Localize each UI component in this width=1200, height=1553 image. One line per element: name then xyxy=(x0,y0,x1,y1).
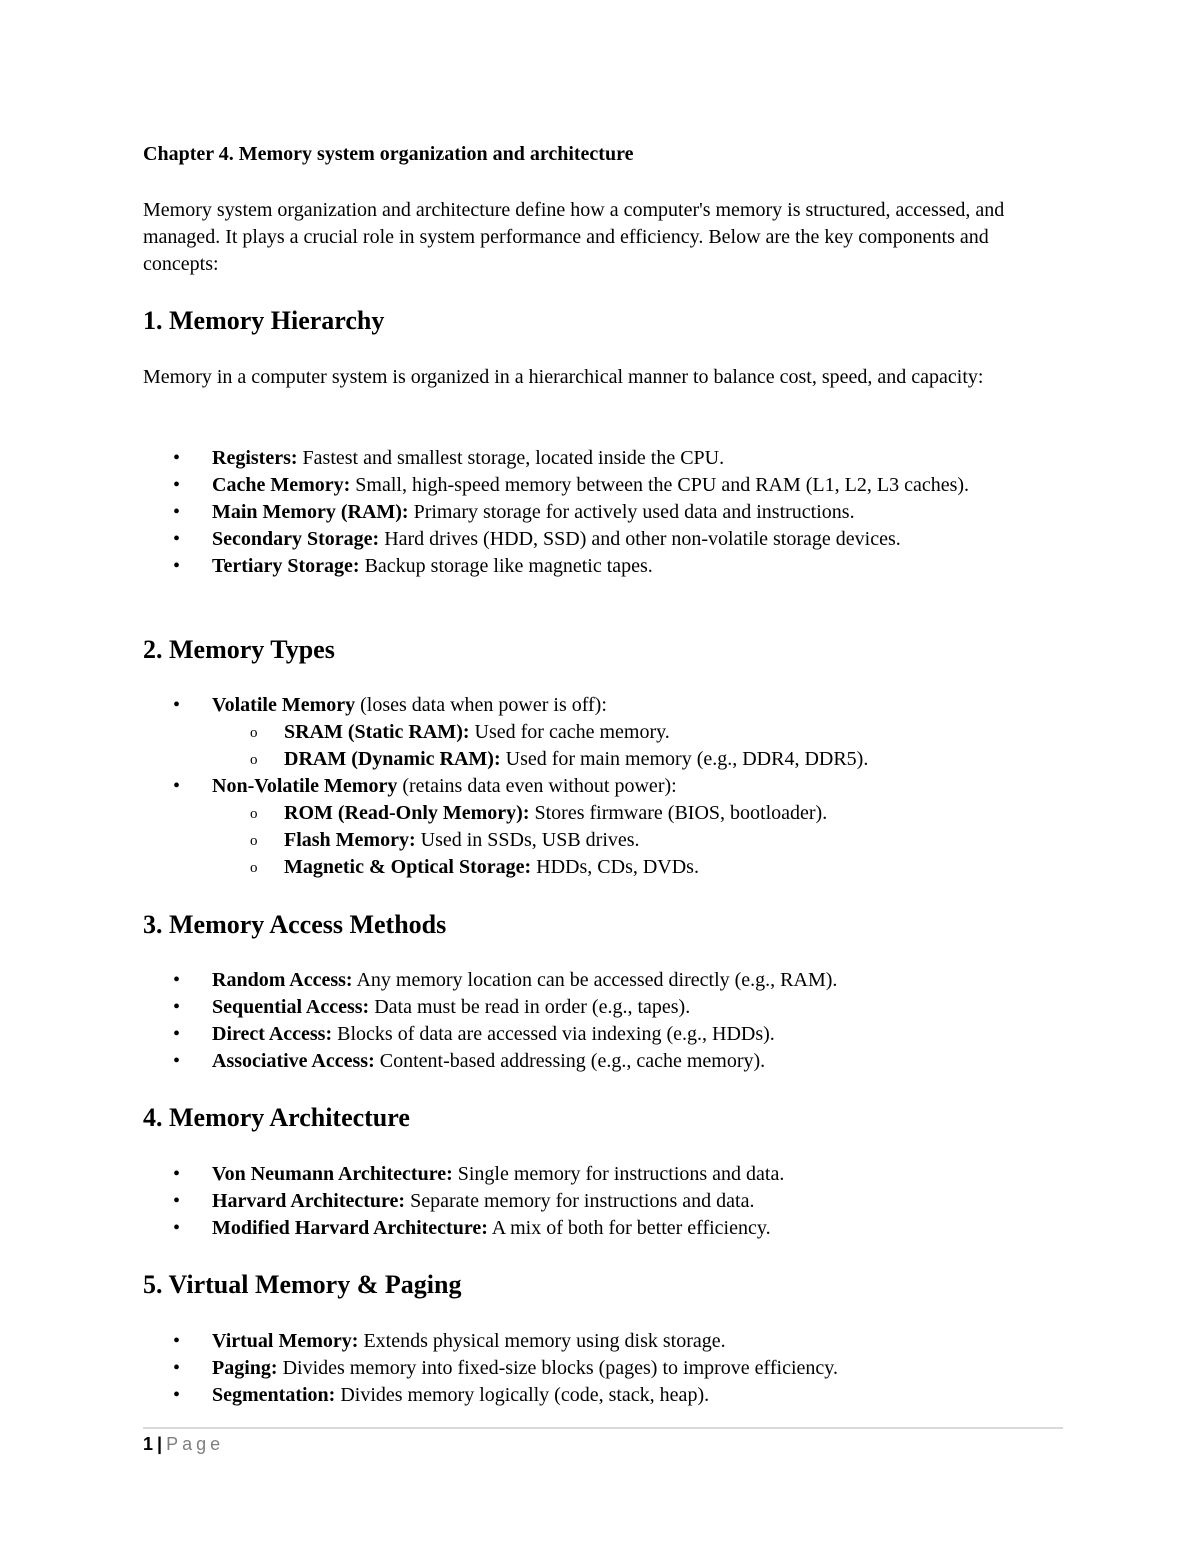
list-item-text: Content-based addressing (e.g., cache memory). xyxy=(374,1050,766,1072)
sub-list-item xyxy=(212,719,1060,746)
list-item-text: Divides memory logically (code, stack, heap). xyxy=(335,1384,710,1406)
list-item-term: Modified Harvard Architecture: xyxy=(212,1217,488,1239)
list-item-text: Backup storage like magnetic tapes. xyxy=(359,555,653,577)
list-item-text: Hard drives (HDD, SSD) and other non-volatile storage devices. xyxy=(379,528,901,550)
list-item-term: Random Access: xyxy=(212,969,353,991)
list-item xyxy=(170,1328,1060,1355)
sub-list-item xyxy=(212,827,1060,854)
list-item-term: Von Neumann Architecture: xyxy=(212,1163,453,1185)
list-item-text: Used for main memory (e.g., DDR4, DDR5). xyxy=(500,748,869,770)
list-item-text: HDDs, CDs, DVDs. xyxy=(531,856,699,878)
list-item xyxy=(170,1021,1060,1048)
sub-list-item xyxy=(212,800,1060,827)
list-item-text: Extends physical memory using disk storage. xyxy=(358,1330,726,1352)
list-item-text: Stores firmware (BIOS, bootloader). xyxy=(529,802,828,824)
intro-paragraph: Memory system organization and architecture define how a computer's memory is structured, accessed, and managed. It plays a crucial role in system performance and efficiency. Below are the key components and concepts: xyxy=(143,199,1005,275)
list-item-text: (retains data even without power): xyxy=(397,775,677,797)
footer-divider xyxy=(143,1427,1063,1429)
list-item-text: Blocks of data are accessed via indexing (e.g., HDDs). xyxy=(332,1023,775,1045)
section-title-memory-architecture: 4. Memory Architecture xyxy=(143,1103,410,1132)
section-title-memory-types: 2. Memory Types xyxy=(143,635,335,664)
volatile-memory-sublist xyxy=(212,719,1060,773)
list-item-term: Segmentation: xyxy=(212,1384,336,1406)
sub-list-item xyxy=(212,746,1060,773)
section-title-memory-hierarchy: 1. Memory Hierarchy xyxy=(143,306,385,335)
list-item-term: Flash Memory: xyxy=(284,829,416,851)
list-item-text: Fastest and smallest storage, located inside the CPU. xyxy=(297,447,725,469)
list-item xyxy=(170,994,1060,1021)
list-item-text: Used in SSDs, USB drives. xyxy=(415,829,640,851)
list-item-text: Data must be read in order (e.g., tapes). xyxy=(369,996,691,1018)
list-item-text: Separate memory for instructions and data. xyxy=(405,1190,755,1212)
list-item xyxy=(170,472,1060,499)
page-label: Page xyxy=(166,1434,225,1454)
list-item-term: Paging: xyxy=(212,1357,278,1379)
list-item-term: ROM (Read-Only Memory): xyxy=(284,802,530,824)
page-number: 1 xyxy=(143,1434,154,1454)
list-item-term: Main Memory (RAM): xyxy=(212,501,409,523)
list-item-term: Secondary Storage: xyxy=(212,528,380,550)
page-footer xyxy=(143,1433,224,1455)
sub-list-item xyxy=(212,854,1060,881)
list-item-term: Tertiary Storage: xyxy=(212,555,360,577)
memory-types-list xyxy=(170,692,1060,881)
list-item-text: Small, high-speed memory between the CPU and RAM (L1, L2, L3 caches). xyxy=(350,474,970,496)
list-item xyxy=(170,1161,1060,1188)
list-item-term: Sequential Access: xyxy=(212,996,370,1018)
chapter-title: Chapter 4. Memory system organization and architecture xyxy=(143,143,634,165)
footer-separator: | xyxy=(157,1434,163,1454)
list-item-term: Magnetic & Optical Storage: xyxy=(284,856,532,878)
memory-hierarchy-list xyxy=(170,445,1060,580)
list-item-text: Single memory for instructions and data. xyxy=(452,1163,785,1185)
list-item xyxy=(170,445,1060,472)
list-item xyxy=(170,967,1060,994)
list-item xyxy=(170,692,1060,773)
list-item-text: A mix of both for better efficiency. xyxy=(487,1217,771,1239)
list-item-term: Cache Memory: xyxy=(212,474,351,496)
list-item xyxy=(170,1215,1060,1242)
list-item-term: Virtual Memory: xyxy=(212,1330,359,1352)
list-item-text: (loses data when power is off): xyxy=(355,694,607,716)
list-item-text: Divides memory into fixed-size blocks (pages) to improve efficiency. xyxy=(277,1357,838,1379)
list-item xyxy=(170,553,1060,580)
list-item-term: Volatile Memory xyxy=(212,694,356,716)
virtual-memory-paging-list xyxy=(170,1328,1060,1409)
list-item xyxy=(170,526,1060,553)
list-item-text: Any memory location can be accessed directly (e.g., RAM). xyxy=(352,969,838,991)
list-item-text: Primary storage for actively used data and instructions. xyxy=(408,501,855,523)
section-title-virtual-memory-paging: 5. Virtual Memory & Paging xyxy=(143,1270,462,1299)
list-item-text: Used for cache memory. xyxy=(469,721,670,743)
non-volatile-memory-sublist xyxy=(212,800,1060,881)
section-title-memory-access-methods: 3. Memory Access Methods xyxy=(143,910,447,939)
list-item-term: Non-Volatile Memory xyxy=(212,775,398,797)
list-item xyxy=(170,1382,1060,1409)
list-item xyxy=(170,1188,1060,1215)
memory-access-methods-list xyxy=(170,967,1060,1075)
memory-architecture-list xyxy=(170,1161,1060,1242)
section-paragraph-memory-hierarchy: Memory in a computer system is organized in a hierarchical manner to balance cost, speed, and capacity: xyxy=(143,366,984,388)
list-item-term: Registers: xyxy=(212,447,298,469)
list-item-term: Associative Access: xyxy=(212,1050,375,1072)
list-item xyxy=(170,1048,1060,1075)
list-item xyxy=(170,499,1060,526)
list-item-term: Direct Access: xyxy=(212,1023,333,1045)
list-item-term: DRAM (Dynamic RAM): xyxy=(284,748,501,770)
list-item xyxy=(170,1355,1060,1382)
list-item-term: SRAM (Static RAM): xyxy=(284,721,470,743)
list-item xyxy=(170,773,1060,881)
list-item-term: Harvard Architecture: xyxy=(212,1190,406,1212)
